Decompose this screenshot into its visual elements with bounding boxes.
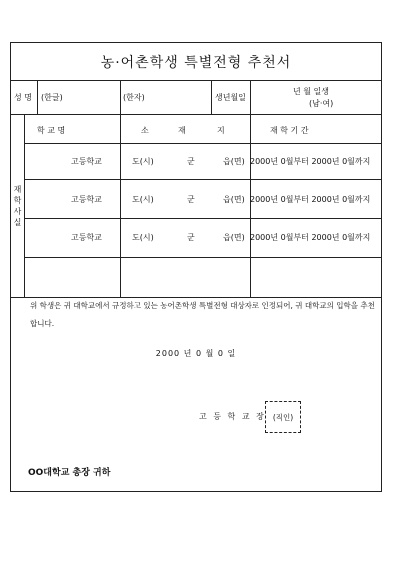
addressee: OO대학교 총장 귀하 xyxy=(28,468,111,478)
town-field[interactable]: 읍(면) xyxy=(223,157,245,166)
name-hangul-field[interactable]: (한글) xyxy=(41,93,63,102)
header-location: 지 xyxy=(217,126,225,135)
name-hanja-field[interactable]: (한자) xyxy=(123,93,145,102)
gender-field[interactable]: (남·여) xyxy=(309,99,334,108)
header-period: 재 학 기 간 xyxy=(270,126,309,135)
birth-date-field[interactable]: 년 월 일생 xyxy=(293,87,329,96)
birth-label: 생년월일 xyxy=(215,93,246,102)
county-field[interactable]: 군 xyxy=(187,157,195,166)
name-label: 성 명 xyxy=(14,93,32,102)
period-field[interactable]: 2000년 0월부터 2000년 0월까지 xyxy=(250,195,371,204)
side-label-char: 재 xyxy=(13,185,22,194)
side-label-char: 학 xyxy=(13,196,22,205)
divider xyxy=(211,81,212,114)
school-name-field[interactable]: 고등학교 xyxy=(71,157,102,166)
province-field[interactable]: 도(시) xyxy=(132,195,154,204)
side-label-char: 실 xyxy=(13,218,22,227)
issue-date: 2000 년 0 월 0 일 xyxy=(155,349,237,358)
recommendation-statement: 위 학생은 귀 대학교에서 규정하고 있는 농어촌학생 특별전형 대상자로 인정되어, 귀 대학교의 입학을 추천합니다. xyxy=(30,301,375,328)
divider xyxy=(37,81,38,114)
divider xyxy=(120,81,121,114)
side-label-char: 사 xyxy=(13,207,22,216)
county-field[interactable]: 군 xyxy=(187,195,195,204)
divider xyxy=(24,257,382,258)
divider xyxy=(24,218,382,219)
county-field[interactable]: 군 xyxy=(187,233,195,242)
province-field[interactable]: 도(시) xyxy=(132,157,154,166)
header-location: 재 xyxy=(178,126,186,135)
header-school-name: 학 교 명 xyxy=(37,126,66,135)
divider xyxy=(24,179,382,180)
official-seal-box: (직인) xyxy=(265,401,301,433)
recommendation-form xyxy=(10,42,382,492)
province-field[interactable]: 도(시) xyxy=(132,233,154,242)
period-field[interactable]: 2000년 0월부터 2000년 0월까지 xyxy=(250,157,371,166)
school-name-field[interactable]: 고등학교 xyxy=(71,233,102,242)
principal-signature-line: 고 등 학 교 장 xyxy=(199,412,266,421)
identification-row xyxy=(11,81,381,115)
school-name-field[interactable]: 고등학교 xyxy=(71,195,102,204)
divider xyxy=(250,81,251,114)
town-field[interactable]: 읍(면) xyxy=(223,195,245,204)
school-record-side-label xyxy=(11,115,24,297)
divider xyxy=(24,143,382,144)
town-field[interactable]: 읍(면) xyxy=(223,233,245,242)
form-title: 농·어촌학생 특별전형 추천서 xyxy=(11,43,381,81)
header-location: 소 xyxy=(141,126,149,135)
period-field[interactable]: 2000년 0월부터 2000년 0월까지 xyxy=(250,233,371,242)
